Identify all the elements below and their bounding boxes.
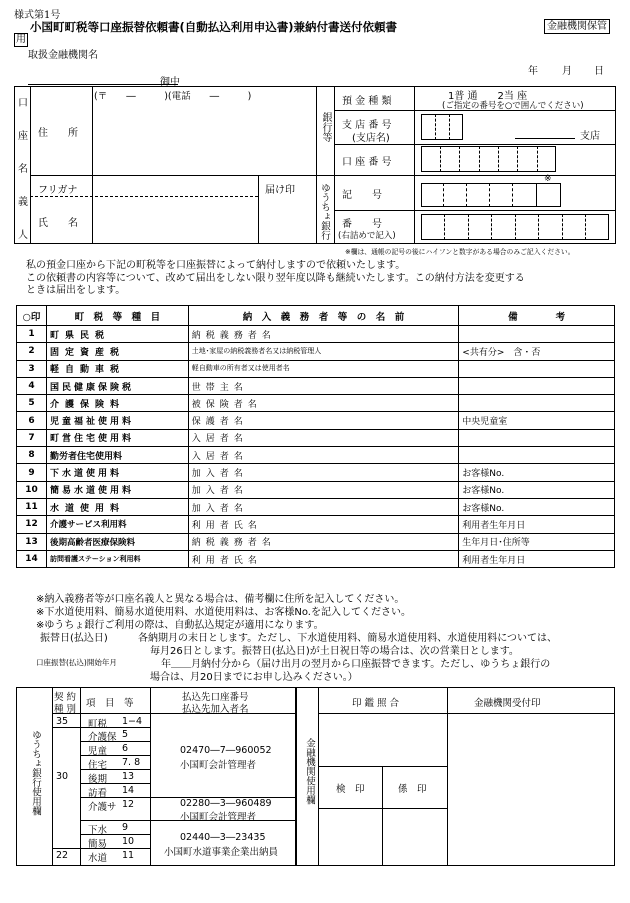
col-mark: ○印	[17, 306, 47, 326]
date-year: 年	[528, 66, 538, 77]
account-number-field[interactable]	[421, 146, 556, 172]
holder-side-char-4: 義	[18, 197, 28, 208]
row-name: 軽自動車の所有者又は使用者名	[188, 360, 459, 377]
furikae-label: 振替日(払込日)	[40, 633, 108, 644]
yucho-number-sub: (右詰めで記入)	[338, 231, 396, 241]
row-note: 利用者生年月日	[459, 550, 615, 567]
row-item: 下水道使用料	[46, 464, 188, 481]
item-label: 介護サ	[88, 802, 117, 813]
inkan-label: 印 鑑 照 合	[352, 698, 400, 709]
row-number[interactable]: 11	[17, 498, 47, 515]
yucho-asterisk: ※	[544, 174, 552, 184]
row-item: 町営住宅使用料	[46, 429, 188, 446]
bank-side-label: 銀行等	[320, 112, 331, 142]
row-note	[459, 326, 615, 343]
payee-3-account: 02440―3―23435	[180, 832, 266, 843]
start-line-1[interactable]: 年＿＿月納付分から（届け出月の翌月から口座振替できます。ただし、ゆうちょ銀行の	[161, 659, 551, 670]
row-number[interactable]: 12	[17, 516, 47, 533]
note-3: ※ゆうちょ銀行ご利用の際は、自動払込規定が適用になります。	[36, 620, 324, 631]
row-name: 利用者氏名	[188, 550, 459, 567]
statement-line-3: ときは届出をします。	[26, 285, 126, 296]
table-row	[17, 326, 615, 343]
row-number[interactable]: 3	[17, 360, 47, 377]
item-number: 1−4	[122, 716, 143, 727]
row-note: お客様No.	[459, 464, 615, 481]
row-item: 児童福祉使用料	[46, 412, 188, 429]
name-label: 氏 名	[38, 218, 78, 229]
kenin-label: 検 印	[336, 784, 365, 795]
item-label: 介護保	[88, 732, 117, 743]
item-number: 5	[122, 729, 129, 740]
row-number[interactable]: 2	[17, 343, 47, 360]
table-row	[17, 395, 615, 412]
row-item: 軽自動車税	[46, 360, 188, 377]
row-number[interactable]: 7	[17, 429, 47, 446]
item-label: 住宅	[88, 760, 108, 771]
row-name: 世帯主名	[188, 377, 459, 394]
row-item: 水道使用料	[46, 498, 188, 515]
contract-code: 22	[56, 850, 69, 861]
address-label: 住 所	[38, 128, 78, 139]
onchu-label: 御中	[160, 77, 180, 88]
col-note: 備 考	[459, 306, 615, 326]
table-row	[17, 360, 615, 377]
table-row	[17, 516, 615, 533]
yucho-symbol-field[interactable]	[421, 183, 561, 207]
col-keiyaku: 契 約	[54, 692, 77, 703]
table-row	[17, 377, 615, 394]
row-note: <共有分> 含・否	[459, 343, 615, 360]
furikae-line-1: 各納期月の末日とします。ただし、下水道使用料、簡易水道使用料、水道使用料については、	[138, 633, 557, 644]
table-row	[17, 498, 615, 515]
holder-side-char-3: 名	[18, 164, 28, 175]
seal-field[interactable]	[260, 196, 314, 242]
item-label: 下水	[88, 825, 108, 836]
row-item: 町県民税	[46, 326, 188, 343]
item-label: 後期	[88, 774, 108, 785]
row-name: 入居者名	[188, 447, 459, 464]
postal-phone-label: (〒 ― )(電話 ― )	[94, 91, 252, 102]
deposit-type-note: (ご指定の番号を○で囲んでください)	[442, 101, 584, 111]
table-row	[17, 429, 615, 446]
note-2: ※下水道使用料、簡易水道使用料、水道使用料は、お客様No.を記入してください。	[36, 607, 411, 618]
yucho-symbol-label: 記 号	[342, 190, 382, 201]
yucho-use-side-label: ゆうちょ銀行使用欄	[30, 730, 41, 816]
row-number[interactable]: 6	[17, 412, 47, 429]
payee-1-name: 小国町会計管理者	[180, 760, 257, 771]
statement-line-2: この依頼書の内容等について、改めて届出をしない限り翌年度以降も継続いたします。この納付方法を変更する	[26, 273, 525, 284]
branch-number-label: 支 店 番 号	[342, 120, 392, 131]
row-number[interactable]: 5	[17, 395, 47, 412]
deposit-type-options[interactable]: 1普 通 2当 座	[448, 91, 528, 102]
item-number: 12	[122, 799, 135, 810]
row-note: お客様No.	[459, 498, 615, 515]
row-name: 入居者名	[188, 429, 459, 446]
row-number[interactable]: 9	[17, 464, 47, 481]
holder-side-char-1: 口	[18, 98, 28, 109]
table-header-row	[17, 306, 615, 326]
payee-2-account: 02280―3―960489	[180, 798, 272, 809]
start-line-2: 場合は、月20日までにお申し込みください。）	[150, 672, 358, 683]
form-number: 様式第1号	[14, 10, 61, 21]
row-note	[459, 360, 615, 377]
use-mark: 用	[16, 34, 26, 45]
deposit-type-label: 預 金 種 類	[342, 96, 392, 107]
row-name: 加入者名	[188, 464, 459, 481]
start-label: 口座振替(払込)開始年月	[36, 658, 117, 667]
row-item: 後期高齢者医療保険料	[46, 533, 188, 550]
col-name: 納 入 義 務 者 等 の 名 前	[188, 306, 459, 326]
furigana-label: フリガナ	[38, 185, 78, 196]
col-item-header: 項 目 等	[86, 698, 134, 709]
item-label: 町税	[88, 719, 108, 730]
row-number[interactable]: 1	[17, 326, 47, 343]
item-number: 7. 8	[122, 757, 141, 768]
row-name: 加入者名	[188, 498, 459, 515]
furikae-line-2: 毎月26日とします。振替日(払込日)が土日祝日等の場合は、次の営業日とします。	[150, 646, 519, 657]
yucho-number-label: 番 号	[342, 219, 382, 230]
account-number-label: 口 座 番 号	[342, 157, 392, 168]
kakarin-label: 係 印	[398, 784, 427, 795]
item-label: 水道	[88, 853, 108, 864]
item-number: 13	[122, 771, 135, 782]
row-note	[459, 429, 615, 446]
row-name: 納税義務者名	[188, 533, 459, 550]
row-number[interactable]: 14	[17, 550, 47, 567]
table-row	[17, 550, 615, 567]
branch-suffix: 支店	[580, 131, 600, 142]
date-day: 日	[594, 66, 604, 77]
item-number: 10	[122, 836, 135, 847]
note-1: ※納入義務者等が口座名義人と異なる場合は、備考欄に住所を記入してください。	[36, 594, 405, 605]
item-number: 6	[122, 743, 129, 754]
row-name: 保護者名	[188, 412, 459, 429]
col-item: 町 税 等 種 目	[46, 306, 188, 326]
holder-side-char-2: 座	[18, 131, 28, 142]
item-label: 訪看	[88, 788, 108, 799]
branch-number-field[interactable]	[421, 114, 463, 140]
contract-code: 35	[56, 716, 69, 727]
row-item: 勤労者住宅使用料	[46, 447, 188, 464]
row-item: 訪問看護ステーション利用料	[46, 550, 188, 567]
row-note	[459, 447, 615, 464]
tax-items-table	[16, 305, 615, 568]
item-number: 14	[122, 785, 135, 796]
row-number[interactable]: 10	[17, 481, 47, 498]
seal-label: 届け印	[265, 185, 295, 196]
statement-line-1: 私の預金口座から下記の町税等を口座振替によって納付しますので依頼いたします。	[26, 260, 406, 271]
row-number[interactable]: 8	[17, 447, 47, 464]
row-note: 中央児童室	[459, 412, 615, 429]
uketsuke-label: 金融機関受付印	[474, 698, 541, 709]
contract-code: 30	[56, 771, 69, 782]
row-note: お客様No.	[459, 481, 615, 498]
table-row	[17, 533, 615, 550]
row-note: 利用者生年月日	[459, 516, 615, 533]
row-name: 納税義務者名	[188, 326, 459, 343]
holder-side-char-5: 人	[18, 230, 28, 241]
bank-name-label: 取扱金融機関名	[28, 50, 98, 61]
address-field[interactable]	[94, 100, 314, 174]
row-note: 生年月日･住所等	[459, 533, 615, 550]
row-name: 被保険者名	[188, 395, 459, 412]
row-name: 土地･家屋の納税義務者名又は納税管理人	[188, 343, 459, 360]
form-title: 小国町町税等口座振替依頼書(自動払込利用申込書)兼納付書送付依頼書	[30, 20, 398, 34]
table-row	[17, 464, 615, 481]
bank-use-side-label: 金融機関使用欄	[304, 738, 315, 805]
yucho-note: ※欄は、通帳の記号の後にハイフンと数字がある場合のみご記入ください。	[345, 248, 575, 256]
date-month: 月	[562, 66, 572, 77]
row-number[interactable]: 13	[17, 533, 47, 550]
col-payee-2: 払込先加入者名	[182, 704, 249, 715]
name-field[interactable]	[94, 198, 254, 242]
item-label: 児童	[88, 746, 108, 757]
table-row	[17, 447, 615, 464]
row-number[interactable]: 4	[17, 377, 47, 394]
table-row	[17, 412, 615, 429]
payee-2-name: 小国町会計管理者	[180, 812, 257, 823]
row-item: 介護保険料	[46, 395, 188, 412]
item-number: 9	[122, 822, 129, 833]
branch-name-sub: (支店名)	[352, 133, 390, 144]
col-shubetsu: 種 別	[54, 704, 77, 715]
payee-1-account: 02470―7―960052	[180, 745, 272, 756]
row-item: 固定資産税	[46, 343, 188, 360]
row-item: 簡易水道使用料	[46, 481, 188, 498]
row-name: 利用者氏名	[188, 516, 459, 533]
row-name: 加入者名	[188, 481, 459, 498]
col-payee-1: 払込先口座番号	[182, 692, 249, 703]
row-item: 国民健康保険税	[46, 377, 188, 394]
table-row	[17, 343, 615, 360]
row-note	[459, 395, 615, 412]
table-row	[17, 481, 615, 498]
branch-name-underline	[515, 138, 575, 139]
row-note	[459, 377, 615, 394]
item-label: 簡易	[88, 839, 108, 850]
copy-label: 金融機関保管	[544, 19, 610, 34]
bank-name-underline	[28, 84, 178, 85]
item-number: 11	[122, 850, 135, 861]
payee-3-name: 小国町水道事業企業出納員	[164, 847, 279, 858]
row-item: 介護サービス利用料	[46, 516, 188, 533]
yucho-side-label: ゆうちょ銀行	[319, 183, 330, 240]
